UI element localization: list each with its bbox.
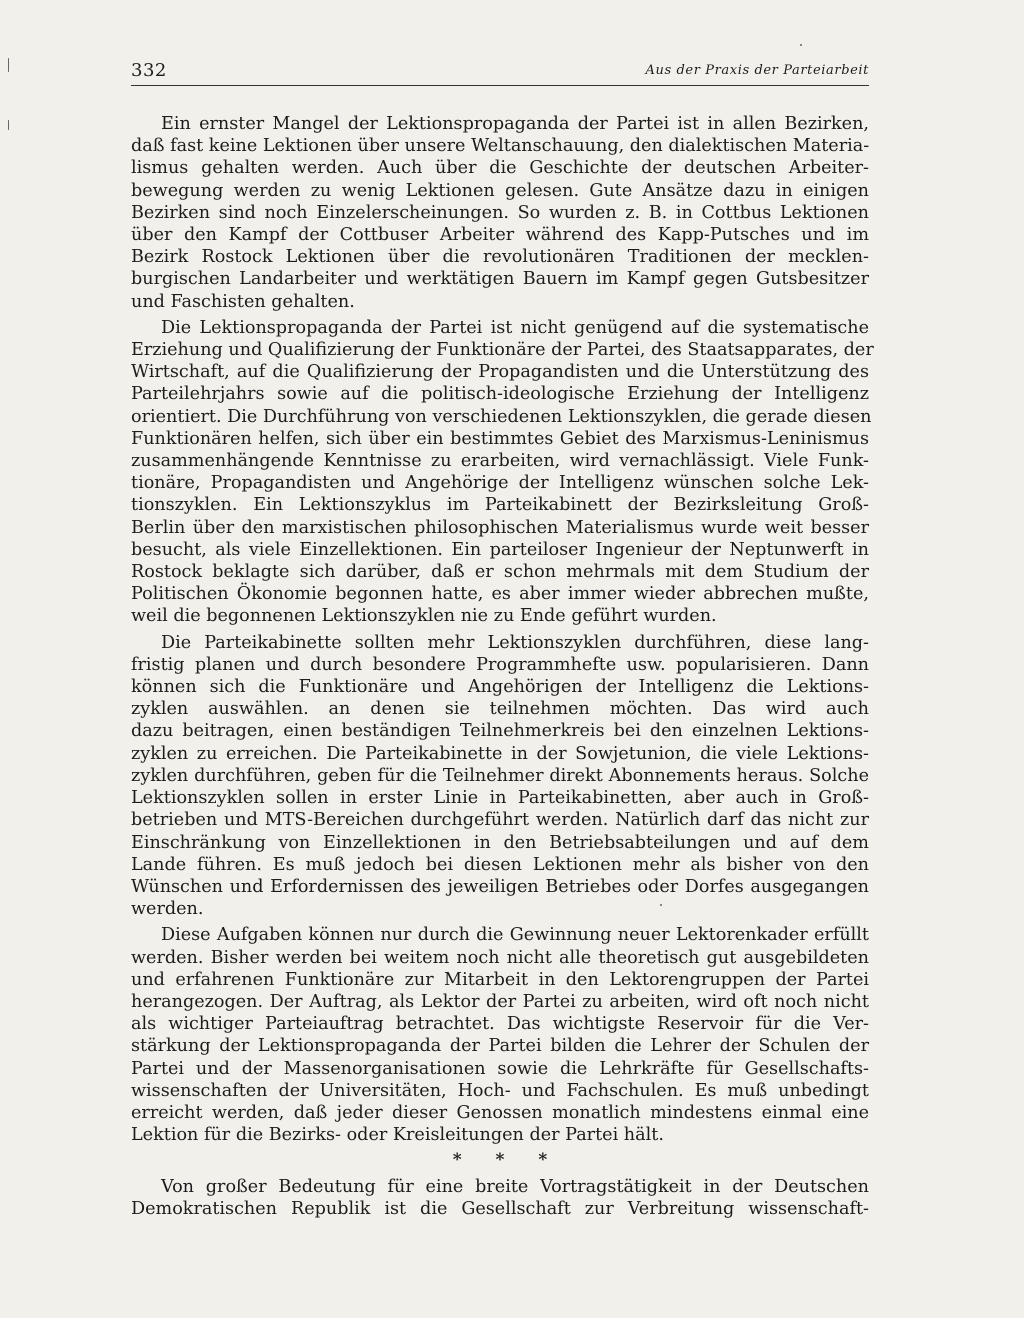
- text-line: Lektionszyklen sollen in erster Linie in Parteikabinetten, aber auch in Groß-: [131, 788, 869, 809]
- text-line: besucht, als viele Einzellektionen. Ein parteiloser Ingenieur der Neptunwerft in: [131, 539, 869, 560]
- paragraph-2: [131, 317, 874, 628]
- text-line: und erfahrenen Funktionäre zur Mitarbeit in den Lektorengruppen der Partei: [131, 969, 869, 990]
- paragraph-5: [131, 1176, 869, 1220]
- text-line: erreicht werden, daß jeder dieser Genossen monatlich mindestens einmal eine: [131, 1102, 869, 1123]
- text-line: tionäre, Propagandisten und Angehörige der Intelligenz wünschen solche Lek-: [131, 473, 869, 494]
- text-line: Politischen Ökonomie begonnen hatte, es aber immer wieder abbrechen mußte,: [131, 584, 869, 605]
- text-line: Von großer Bedeutung für eine breite Vortragstätigkeit in der Deutschen: [161, 1176, 869, 1197]
- text-line: über den Kampf der Cottbuser Arbeiter während des Kapp-Putsches und im: [131, 225, 869, 246]
- scan-mark: [8, 58, 9, 72]
- text-line: zusammenhängende Kenntnisse zu erarbeiten, wird vernachlässigt. Viele Funk-: [131, 451, 869, 472]
- text-line: Partei und der Massenorganisationen sowie die Lehrkräfte für Gesellschafts-: [131, 1058, 869, 1079]
- text-line: Rostock beklagte sich darüber, daß er schon mehrmals mit dem Studium der: [131, 562, 869, 583]
- text-line: Diese Aufgaben können nur durch die Gewinnung neuer Lektorenkader erfüllt: [161, 925, 869, 946]
- text-line: Lektion für die Bezirks- oder Kreisleitungen der Partei hält.: [131, 1125, 664, 1146]
- scan-speck: [660, 904, 662, 906]
- text-line: Die Lektionspropaganda der Partei ist nicht genügend auf die systematische: [161, 317, 869, 338]
- body-text: [131, 113, 874, 1220]
- text-line: Einschränkung von Einzellektionen in den Betriebsabteilungen und auf dem: [131, 832, 869, 853]
- page-header: [131, 60, 869, 88]
- text-line: lismus gehalten werden. Auch über die Geschichte der deutschen Arbeiter-: [131, 158, 869, 179]
- text-line: Demokratischen Republik ist die Gesellschaft zur Verbreitung wissenschaft-: [131, 1198, 869, 1219]
- text-line: können sich die Funktionäre und Angehörigen der Intelligenz die Lektions-: [131, 677, 869, 698]
- scan-speck: [800, 44, 802, 46]
- text-line: orientiert. Die Durchführung von verschiedenen Lektionszyklen, die gerade diesen: [131, 406, 872, 427]
- text-line: Bezirken sind noch Einzelerscheinungen. So wurden z. B. in Cottbus Lektionen: [131, 202, 869, 223]
- text-line: dazu beitragen, einen beständigen Teilnehmerkreis bei den einzelnen Lektions-: [131, 721, 869, 742]
- text-line: Bezirk Rostock Lektionen über die revolutionären Traditionen der mecklen-: [131, 247, 869, 268]
- text-line: herangezogen. Der Auftrag, als Lektor der Partei zu arbeiten, wird oft noch nicht: [131, 991, 869, 1012]
- text-line: bewegung werden zu wenig Lektionen gelesen. Gute Ansätze dazu in einigen: [131, 180, 869, 201]
- text-line: burgischen Landarbeiter und werktätigen Bauern im Kampf gegen Gutsbesitzer: [131, 269, 869, 290]
- paragraph-3: [131, 632, 869, 921]
- text-line: Wirtschaft, auf die Qualifizierung der Propagandisten und die Unterstützung des: [131, 362, 869, 383]
- text-line: stärkung der Lektionspropaganda der Partei bilden die Lehrer der Schulen der: [131, 1036, 869, 1057]
- text-line: Lande führen. Es muß jedoch bei diesen Lektionen mehr als bisher von den: [131, 854, 869, 875]
- text-line: betrieben und MTS-Bereichen durchgeführt werden. Natürlich darf das nicht zur: [131, 810, 869, 831]
- text-line: zyklen durchführen, geben für die Teilnehmer direkt Abonnements heraus. Solche: [131, 765, 869, 786]
- text-line: Parteilehrjahrs sowie auf die politisch-ideologische Erziehung der Intelligenz: [131, 384, 869, 405]
- text-line: Berlin über den marxistischen philosophischen Materialismus wurde weit besser: [131, 517, 869, 538]
- paragraph-1: [131, 113, 869, 313]
- text-line: Ein ernster Mangel der Lektionspropaganda der Partei ist in allen Bezirken,: [161, 114, 869, 134]
- text-line: zyklen zu erreichen. Die Parteikabinette in der Sowjetunion, die viele Lektions-: [131, 743, 869, 764]
- text-line: werden. Bisher werden bei weitem noch nicht alle theoretisch gut ausgebildeten: [131, 947, 869, 968]
- text-line: Wünschen und Erfordernissen des jeweiligen Betriebes oder Dorfes ausgegangen: [131, 876, 869, 897]
- text-line: tionszyklen. Ein Lektionszyklus im Parteikabinett der Bezirksleitung Groß-: [131, 495, 869, 516]
- text-line: Die Parteikabinette sollten mehr Lektionszyklen durchführen, diese lang-: [161, 632, 869, 653]
- text-line: als wichtiger Parteiauftrag betrachtet. Das wichtigste Reservoir für die Ver-: [131, 1014, 869, 1035]
- text-line: weil die begonnenen Lektionszyklen nie zu Ende geführt wurden.: [131, 606, 717, 627]
- text-line: daß fast keine Lektionen über unsere Weltanschauung, den dialektischen Materia-: [131, 136, 870, 157]
- text-line: wissenschaften der Universitäten, Hoch- und Fachschulen. Es muß unbedingt: [131, 1080, 869, 1101]
- text-line: Erziehung und Qualifizierung der Funktionäre der Partei, des Staatsapparates, der: [131, 340, 874, 361]
- running-title: Aus der Praxis der Parteiarbeit: [645, 63, 869, 78]
- paragraph-4: [131, 924, 869, 1146]
- text-line: zyklen auswählen. an denen sie teilnehmen möchten. Das wird auch: [131, 699, 869, 720]
- page-number: 332: [131, 60, 167, 81]
- text-line: Funktionären helfen, sich über ein bestimmtes Gebiet des Marxismus-Leninismus: [131, 428, 869, 449]
- text-line: und Faschisten gehalten.: [131, 291, 355, 312]
- scan-mark: [8, 120, 9, 130]
- text-line: werden.: [131, 899, 204, 920]
- header-rule: [131, 85, 869, 86]
- text-line: fristig planen und durch besondere Programmhefte usw. popularisieren. Dann: [131, 654, 869, 675]
- section-separator: * * *: [452, 1150, 562, 1171]
